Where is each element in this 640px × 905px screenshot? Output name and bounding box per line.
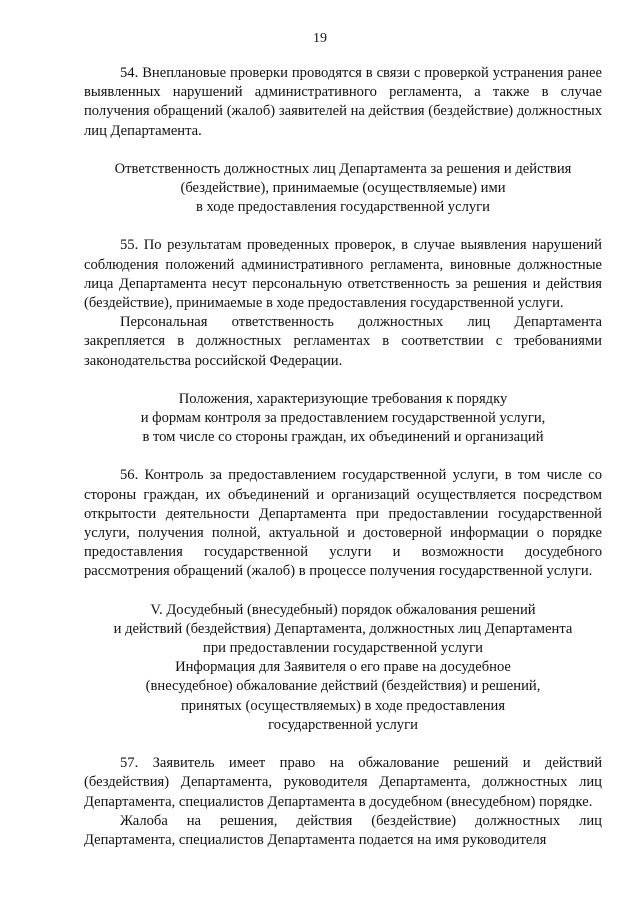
heading-line: (внесудебное) обжалование действий (бездействия) и решений,: [145, 678, 541, 695]
section-heading-pretrial-appeal: [84, 601, 602, 735]
heading-line: при предоставлении государственной услуги: [203, 640, 483, 657]
paragraph-54: 54. Внеплановые проверки проводятся в связи с проверкой устранения ранее выявленных нарушений административного регламента, а также в случае получения обращений (жалоб) заявителей на действия (бездействие) должностных лиц Департамента.: [84, 65, 602, 139]
heading-line: и формам контроля за предоставлением государственной услуги,: [140, 410, 546, 427]
paragraph-56: 56. Контроль за предоставлением государственной услуги, в том числе со стороны граждан, их объединений и организаций осуществляется посредством открытости деятельности Департамента при предоставлении государственной услуги, получения полной, актуальной и достоверной информации о порядке предоставления государственной услуги и возможности досудебного рассмотрения обращений (жалоб) в процессе получения государственной услуги.: [84, 467, 602, 580]
paragraph-57-continuation: Жалоба на решения, действия (бездействие) должностных лиц Департамента, специалистов Департамента подается на имя руководителя: [84, 812, 602, 848]
section-heading-control: [84, 390, 602, 448]
paragraph-55-continuation: Персональная ответственность должностных лиц Департамента закрепляется в должностных регламентах в соответствии с требованиями законодательства российской Федерации.: [84, 314, 602, 369]
heading-line: в ходе предоставления государственной услуги: [196, 199, 490, 216]
document-body: [84, 64, 602, 850]
heading-line: Ответственность должностных лиц Департамента за решения и действия: [114, 160, 572, 177]
heading-line: (бездействие), принимаемые (осуществляемые) ими: [180, 180, 506, 197]
heading-line: государственной услуги: [268, 716, 418, 733]
page-number: 19: [313, 31, 327, 46]
section-heading-responsibility: [84, 160, 602, 218]
heading-line: Информация для Заявителя о его праве на досудебное: [175, 659, 511, 676]
heading-line: принятых (осуществляемых) в ходе предоставления: [180, 697, 506, 714]
paragraph-57: 57. Заявитель имеет право на обжалование решений и действий (бездействия) Департамента, руководителя Департамента, должностных лиц Департамента, специалистов Департамента в досудебном (внесудебном) порядке.: [84, 755, 602, 810]
heading-line: V. Досудебный (внесудебный) порядок обжалования решений: [150, 601, 536, 618]
paragraph-55: 55. По результатам проведенных проверок, в случае выявления нарушений соблюдения положений административного регламента, виновные должностные лица Департамента несут персональную ответственность за решения и действия (бездействие), принимаемые в ходе предоставления государственной услуги.: [84, 237, 602, 312]
heading-line: в том числе со стороны граждан, их объединений и организаций: [142, 429, 544, 446]
heading-line: Положения, характеризующие требования к порядку: [178, 390, 508, 407]
heading-line: и действий (бездействия) Департамента, должностных лиц Департамента: [113, 620, 573, 637]
